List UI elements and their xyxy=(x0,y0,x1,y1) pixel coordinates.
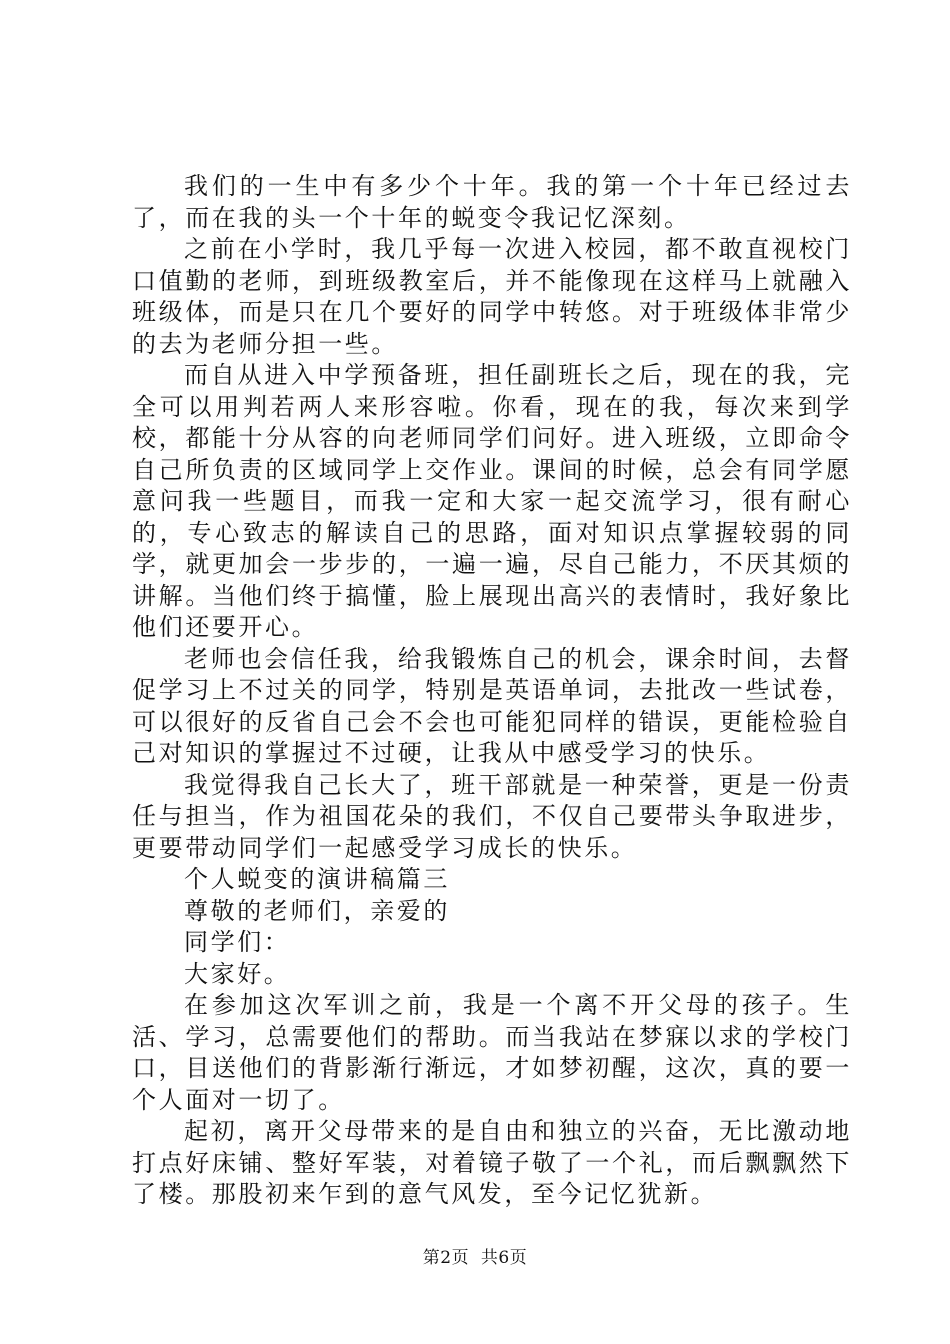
salutation-line: 尊敬的老师们，亲爱的 xyxy=(184,896,450,925)
greeting-line: 大家好。 xyxy=(184,959,291,988)
page-number: 第2页 xyxy=(422,1248,470,1268)
paragraph: 老师也会信任我，给我锻炼自己的机会，课余时间，去督促学习上不过关的同学，特别是英语单词，去批改一些试卷，可以很好的反省自己会不会也可能犯同样的错误，更能检验自己对知识的掌握过不过硬，让我从中感受学习的快乐。 xyxy=(132,644,852,767)
paragraph: 在参加这次军训之前，我是一个离不开父母的孩子。生活、学习，总需要他们的帮助。而当我站在梦寐以求的学校门口，目送他们的背影渐行渐远，才如梦初醒，这次，真的要一个人面对一切了。 xyxy=(132,991,852,1114)
document-body xyxy=(132,171,852,1211)
paragraph: 起初，离开父母带来的是自由和独立的兴奋，无比激动地打点好床铺、整好军装，对着镜子敬了一个礼，而后飘飘然下了楼。那股初来乍到的意气风发，至今记忆犹新。 xyxy=(132,1117,852,1208)
salutation-line: 同学们： xyxy=(184,928,291,956)
page-footer xyxy=(0,1243,950,1268)
section-heading: 个人蜕变的演讲稿篇三 xyxy=(184,865,450,893)
paragraph: 之前在小学时，我几乎每一次进入校园，都不敢直视校门口值勤的老师，到班级教室后，并不能像现在这样马上就融入班级体，而是只在几个要好的同学中转悠。对于班级体非常少的去为老师分担一些。 xyxy=(132,235,852,358)
page-total: 共6页 xyxy=(480,1248,528,1268)
paragraph: 我觉得我自己长大了，班干部就是一种荣誉，更是一份责任与担当，作为祖国花朵的我们，不仅自己要带头争取进步，更要带动同学们一起感受学习成长的快乐。 xyxy=(132,770,852,862)
paragraph: 而自从进入中学预备班，担任副班长之后，现在的我，完全可以用判若两人来形容啦。你看，现在的我，每次来到学校，都能十分从容的向老师同学们问好。进入班级，立即命令自己所负责的区域同学上交作业。课间的时候，总会有同学愿意问我一些题目，而我一定和大家一起交流学习，很有耐心的，专心致志的解读自己的思路，面对知识点掌握较弱的同学，就更加会一步步的，一遍一遍，尽自己能力，不厌其烦的讲解。当他们终于搞懂，脸上展现出高兴的表情时，我好象比他们还要开心。 xyxy=(132,361,852,641)
paragraph: 我们的一生中有多少个十年。我的第一个十年已经过去了，而在我的头一个十年的蜕变令我记忆深刻。 xyxy=(132,172,852,232)
